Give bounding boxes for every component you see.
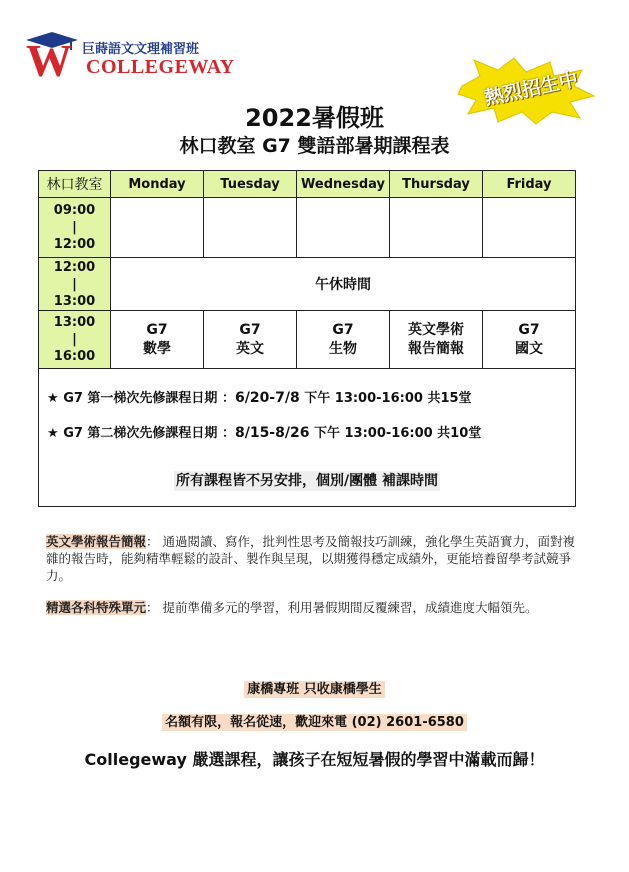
badge-text: 熱烈招生中 (482, 68, 581, 110)
course-cell-monday (111, 311, 204, 369)
note-label: G7 第二梯次先修課程日期 ： (63, 426, 235, 441)
course-grade: G7 (518, 321, 540, 338)
course-subject: 生物 (329, 340, 357, 357)
logo-chinese-name: 巨蒔語文文理補習班 (82, 42, 200, 57)
notes-box (38, 366, 576, 507)
day-header: Monday (111, 171, 204, 198)
time-separator: | (72, 276, 77, 292)
time-start: 13:00 (53, 315, 96, 330)
empty-cell (111, 198, 204, 258)
exclusive-class-text: 康橋專班 只收康橋學生 (244, 681, 385, 698)
contact-line (0, 711, 629, 730)
lunch-break-cell: 午休時間 (111, 258, 576, 311)
special-units-description (46, 599, 582, 616)
day-header: Wednesday (297, 171, 390, 198)
time-cell (39, 311, 111, 369)
makeup-policy-text: 所有課程皆不另安排，個別/團體 補課時間 (176, 473, 438, 489)
course-subject: 報告簡報 (408, 340, 464, 357)
exclusive-class-note (0, 678, 629, 697)
course-cell-wednesday (297, 311, 390, 369)
empty-cell (390, 198, 483, 258)
paragraph-text: ： 提前準備多元的學習，利用暑假期間反覆練習，成績進度大幅領先。 (146, 600, 538, 615)
course-cell-thursday (390, 311, 483, 369)
empty-cell (204, 198, 297, 258)
session-one-note (47, 387, 472, 406)
time-separator: | (72, 220, 77, 235)
table-row (39, 198, 576, 258)
course-grade: G7 (239, 321, 261, 338)
empty-cell (483, 198, 576, 258)
logo-letter: W (26, 35, 70, 86)
course-subject: 國文 (515, 340, 543, 357)
course-subject: 英文 (236, 340, 264, 357)
note-label: G7 第一梯次先修課程日期 ： (63, 391, 235, 406)
note-dates: 8/15-8/26 (234, 425, 310, 441)
course-grade: 英文學術 (408, 321, 464, 338)
course-grade: G7 (146, 321, 168, 338)
logo-english-name: COLLEGEWAY (86, 56, 235, 78)
time-end: 12:00 (53, 237, 96, 252)
time-cell (39, 258, 111, 311)
table-row (39, 311, 576, 369)
page-subtitle: 林口教室 G7 雙語部暑期課程表 (179, 135, 450, 157)
time-separator: | (72, 332, 77, 347)
table-row (39, 258, 576, 311)
session-two-note (47, 422, 481, 441)
table-header-row (39, 171, 576, 198)
academic-presentation-description (46, 533, 582, 584)
time-end: 13:00 (53, 293, 96, 309)
course-cell-friday (483, 311, 576, 369)
course-cell-tuesday (204, 311, 297, 369)
course-subject: 數學 (143, 340, 171, 357)
paragraph-label: 精選各科特殊單元 (46, 600, 147, 615)
empty-cell (297, 198, 390, 258)
time-start: 09:00 (53, 203, 96, 218)
star-icon: ★ (47, 426, 59, 441)
day-header: Tuesday (204, 171, 297, 198)
corner-cell: 林口教室 (39, 171, 111, 198)
time-end: 16:00 (53, 349, 96, 364)
day-header: Friday (483, 171, 576, 198)
paragraph-label: 英文學術報告簡報 (46, 534, 147, 549)
paragraph-text: ： 通過閱讀、寫作，批判性思考及簡報技巧訓練，強化學生英語實力，面對複雜的報告時，能夠精準輕鬆的設計、製作與呈現，以期獲得穩定成績外，更能培養留學考試競爭力。 (46, 534, 575, 583)
logo (24, 24, 235, 86)
time-cell (39, 198, 111, 258)
course-grade: G7 (332, 321, 354, 338)
schedule-table (38, 170, 576, 369)
star-icon: ★ (47, 391, 59, 406)
note-dates: 6/20-7/8 (234, 390, 300, 406)
note-detail: 下午 13:00-16:00 共15堂 (299, 391, 472, 406)
page-title: 2022暑假班 (245, 104, 384, 132)
note-detail: 下午 13:00-16:00 共10堂 (309, 426, 482, 441)
closing-slogan: Collegeway 嚴選課程，讓孩子在短短暑假的學習中滿載而歸！ (84, 750, 545, 769)
makeup-policy-note (39, 470, 575, 490)
day-header: Thursday (390, 171, 483, 198)
time-start: 12:00 (53, 259, 96, 275)
contact-text: 名額有限，報名從速，歡迎來電 (02) 2601-6580 (162, 714, 467, 731)
